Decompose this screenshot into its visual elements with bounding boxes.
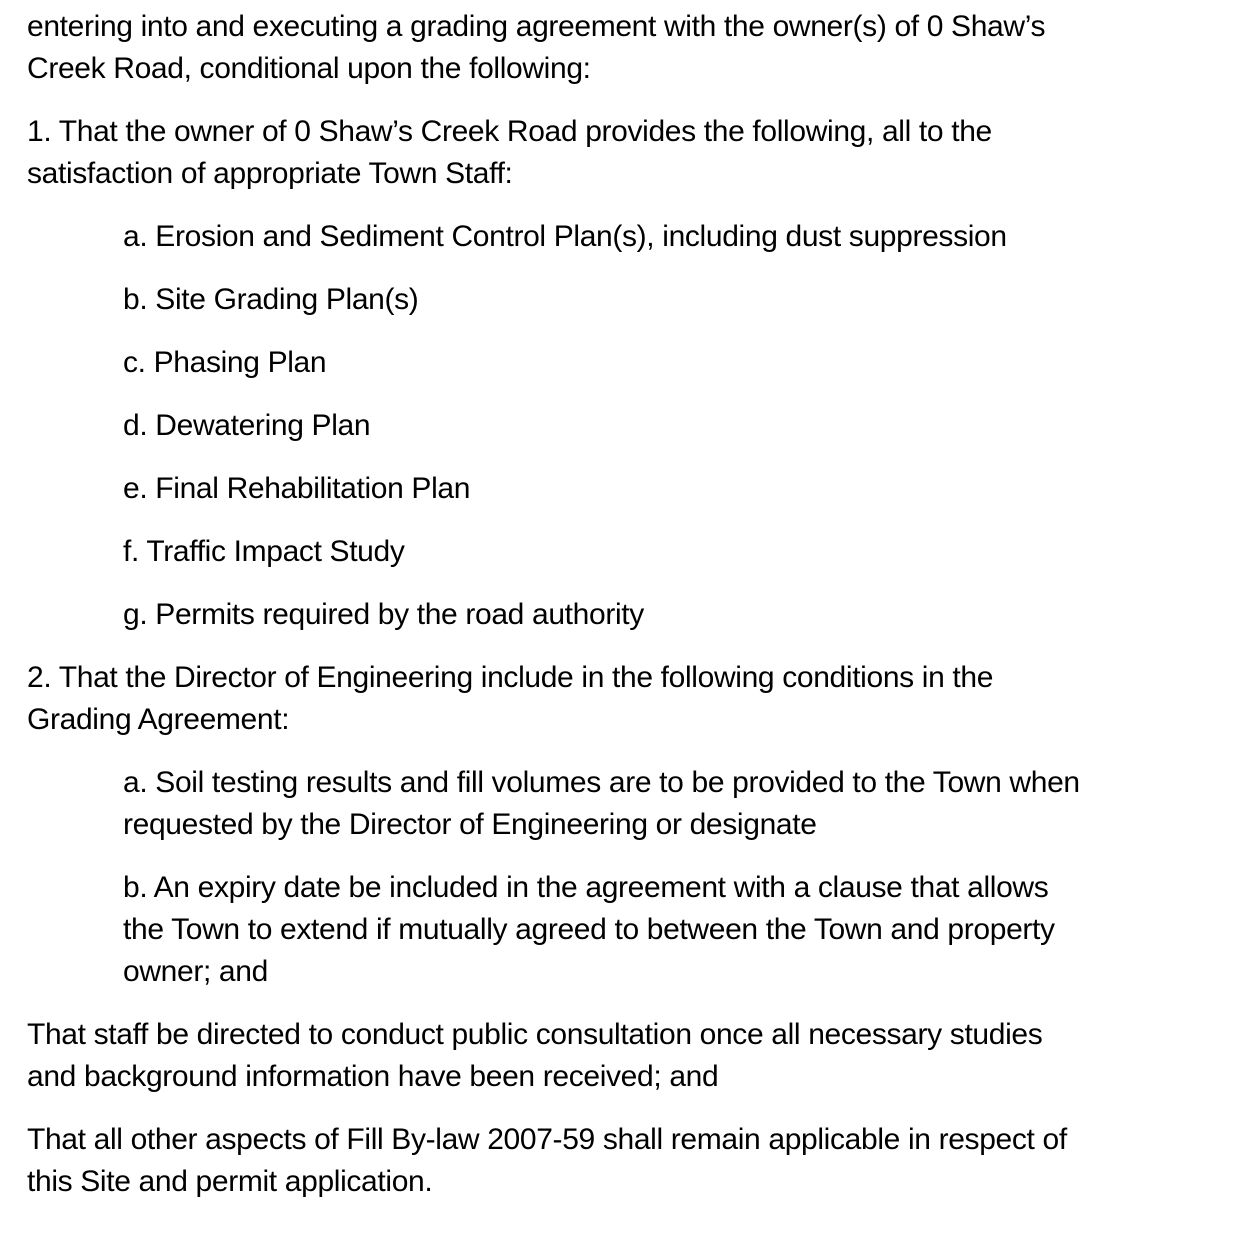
text-line: the Town to extend if mutually agreed to between the Town and property xyxy=(123,913,1055,946)
subitem-c: c. Phasing Plan xyxy=(123,346,327,379)
subitem-e: e. Final Rehabilitation Plan xyxy=(123,472,471,505)
text-line: b. An expiry date be included in the agreement with a clause that allows xyxy=(123,871,1049,904)
text-line: That all other aspects of Fill By-law 2007-59 shall remain applicable in respect of xyxy=(27,1123,1067,1156)
text-line: 1. That the owner of 0 Shaw’s Creek Road provides the following, all to the xyxy=(27,115,992,148)
condition-2-subitem-b xyxy=(123,867,1242,993)
subitem-d: d. Dewatering Plan xyxy=(123,409,371,442)
text-line: entering into and executing a grading agreement with the owner(s) of 0 Shaw’s xyxy=(27,10,1046,43)
text-line: and background information have been received; and xyxy=(27,1060,719,1093)
document-body xyxy=(27,6,1242,1203)
consultation-paragraph xyxy=(27,1014,1242,1098)
text-line: Creek Road, conditional upon the following: xyxy=(27,52,591,85)
text-line: satisfaction of appropriate Town Staff: xyxy=(27,157,513,190)
condition-2 xyxy=(27,657,1242,741)
condition-2-subitem-a xyxy=(123,762,1242,846)
subitem-f: f. Traffic Impact Study xyxy=(123,535,405,568)
text-line: requested by the Director of Engineering or designate xyxy=(123,808,817,841)
subitem-a: a. Erosion and Sediment Control Plan(s), including dust suppression xyxy=(123,220,1007,253)
subitem-g: g. Permits required by the road authority xyxy=(123,598,644,631)
text-line: 2. That the Director of Engineering include in the following conditions in the xyxy=(27,661,994,694)
text-line: a. Soil testing results and fill volumes are to be provided to the Town when xyxy=(123,766,1080,799)
subitem-b: b. Site Grading Plan(s) xyxy=(123,283,419,316)
text-line: That staff be directed to conduct public consultation once all necessary studies xyxy=(27,1018,1043,1051)
condition-1 xyxy=(27,111,1242,195)
intro-paragraph xyxy=(27,6,1242,90)
bylaw-paragraph xyxy=(27,1119,1242,1203)
text-line: this Site and permit application. xyxy=(27,1165,433,1198)
text-line: Grading Agreement: xyxy=(27,703,290,736)
text-line: owner; and xyxy=(123,955,268,988)
